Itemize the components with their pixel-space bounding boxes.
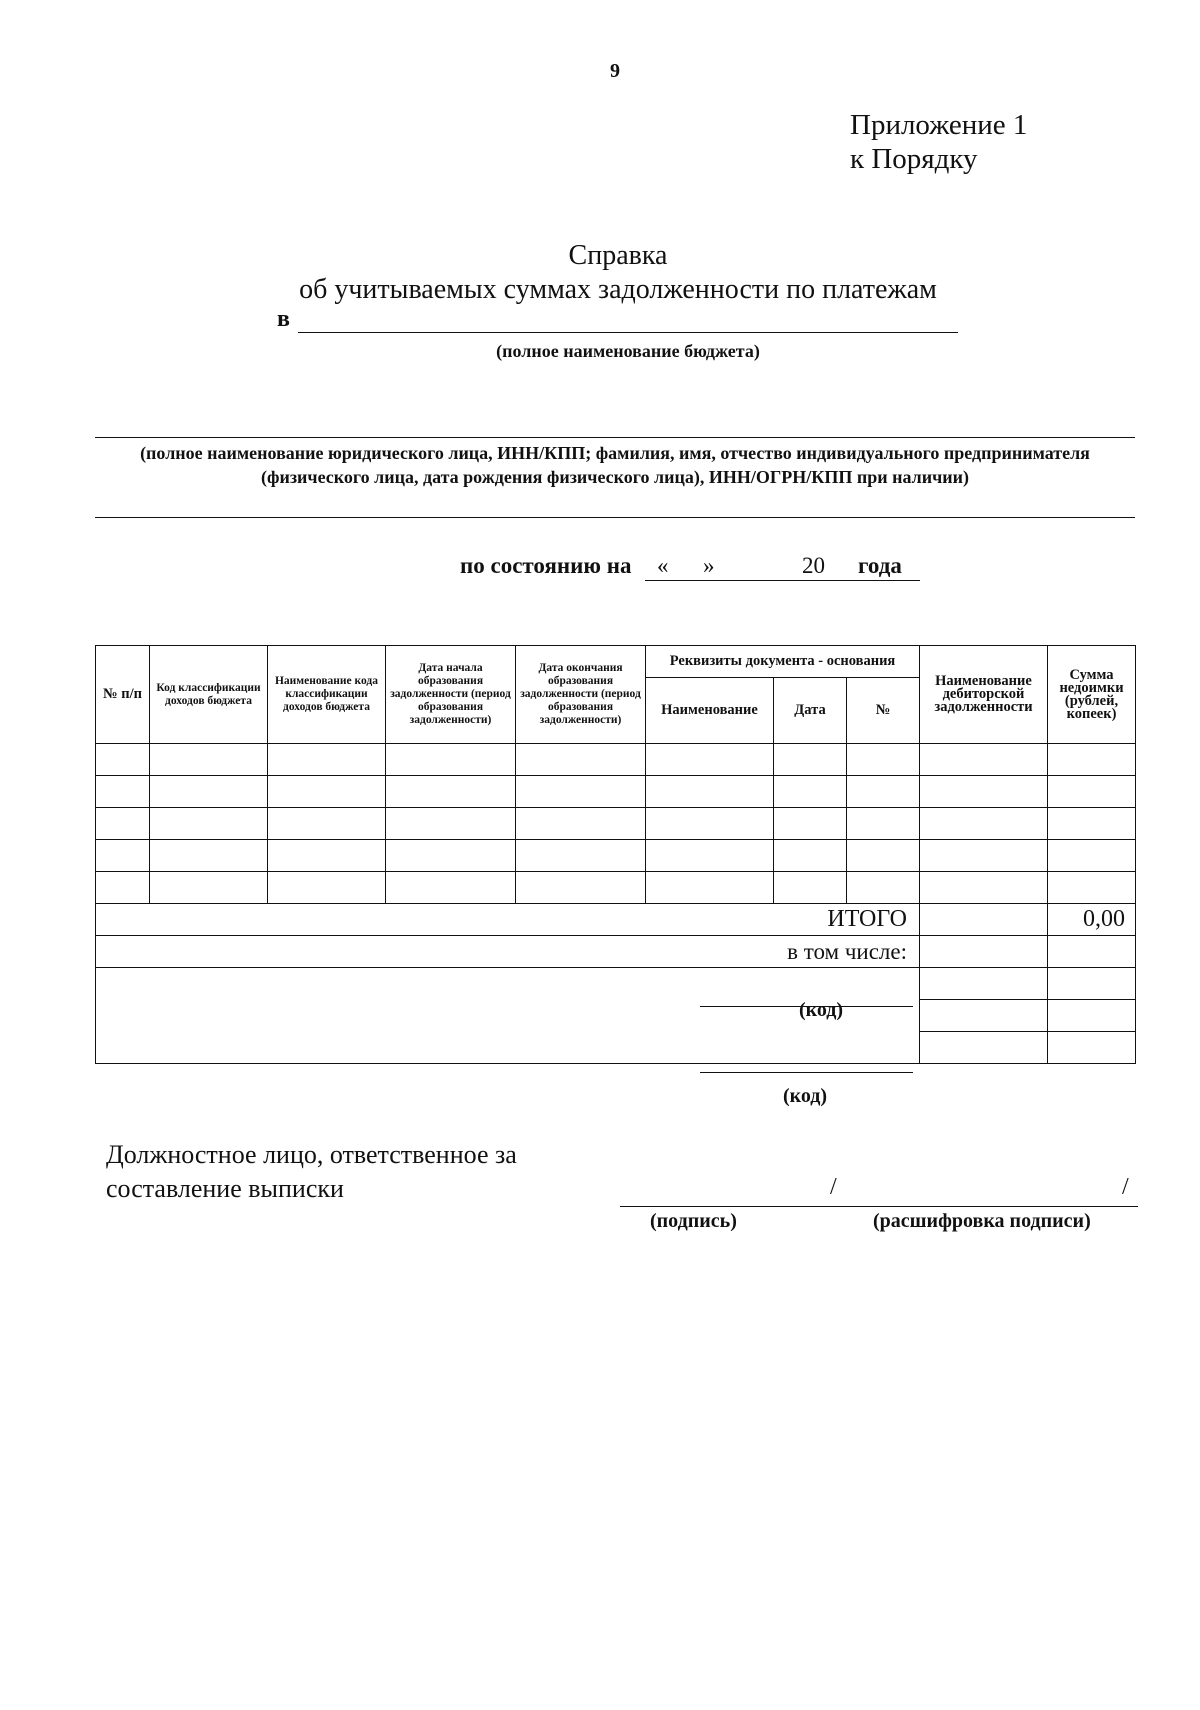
table-cell[interactable] (386, 872, 516, 904)
table-cell[interactable] (386, 776, 516, 808)
table-cell[interactable] (646, 808, 774, 840)
date-open-quote: « (657, 553, 669, 578)
total-amount: 0,00 (1048, 904, 1136, 936)
table-cell[interactable] (920, 872, 1048, 904)
debt-table (95, 645, 1136, 1064)
table-row (96, 744, 1136, 776)
table-cell[interactable] (646, 776, 774, 808)
table-cell[interactable] (1048, 776, 1136, 808)
header-end-date: Дата окончания образования задолженности (период образования задолженности) (516, 646, 646, 744)
code-row-1[interactable] (96, 968, 920, 1000)
entity-name-line[interactable] (95, 437, 1135, 438)
total-debt-cell[interactable] (920, 904, 1048, 936)
code-debt-cell-1[interactable] (920, 968, 1048, 1000)
entity-second-line[interactable] (95, 517, 1135, 518)
header-doc-group: Реквизиты документа - основания (646, 646, 920, 678)
including-label: в том числе: (96, 936, 920, 968)
table-row (96, 840, 1136, 872)
signature-line[interactable] (620, 1206, 1138, 1207)
document-title: Справка (568, 240, 668, 271)
table-cell[interactable] (1048, 872, 1136, 904)
budget-caption: (полное наименование бюджета) (496, 341, 760, 361)
table-cell[interactable] (150, 872, 268, 904)
code-row-2 (96, 1000, 920, 1064)
table-cell[interactable] (150, 744, 268, 776)
code-caption-2: (код) (782, 1085, 828, 1107)
official-line-2: составление выписки (106, 1174, 344, 1203)
code-amount-cell-3[interactable] (1048, 1032, 1136, 1064)
table-row (96, 808, 1136, 840)
table-cell[interactable] (774, 808, 847, 840)
table-cell[interactable] (386, 840, 516, 872)
entity-caption-line-2: (физического лица, дата рождения физического лица), ИНН/ОГРН/КПП при наличии) (261, 467, 969, 487)
table-cell[interactable] (386, 808, 516, 840)
date-year-prefix: 20 (802, 553, 825, 578)
table-cell[interactable] (847, 744, 920, 776)
header-debt-name: Наименование дебиторской задолженности (920, 646, 1048, 744)
table-cell[interactable] (96, 808, 150, 840)
table-cell[interactable] (920, 744, 1048, 776)
appendix-line-2: к Порядку (850, 143, 978, 175)
table-cell[interactable] (268, 744, 386, 776)
table-cell[interactable] (1048, 808, 1136, 840)
budget-prefix: в (277, 306, 290, 332)
table-cell[interactable] (96, 744, 150, 776)
signature-caption: (подпись) (650, 1210, 737, 1232)
table-cell[interactable] (386, 744, 516, 776)
as-of-date-line[interactable] (645, 580, 920, 581)
table-cell[interactable] (96, 776, 150, 808)
table-cell[interactable] (646, 840, 774, 872)
table-cell[interactable] (150, 808, 268, 840)
table-row (96, 872, 1136, 904)
table-cell[interactable] (1048, 744, 1136, 776)
table-cell[interactable] (847, 776, 920, 808)
page-number: 9 (610, 60, 620, 82)
header-code-name: Наименование кода классификации доходов бюджета (268, 646, 386, 744)
header-doc-name: Наименование (646, 678, 774, 744)
official-label (106, 1138, 517, 1206)
table-cell[interactable] (774, 744, 847, 776)
table-cell[interactable] (774, 776, 847, 808)
header-doc-date: Дата (774, 678, 847, 744)
table-cell[interactable] (268, 776, 386, 808)
header-code: Код классификации доходов бюджета (150, 646, 268, 744)
header-doc-no: № (847, 678, 920, 744)
code-caption-1: (код) (798, 998, 844, 1021)
signature-slash-2: / (1122, 1174, 1129, 1200)
date-year-word: года (858, 553, 902, 578)
including-amount-cell[interactable] (1048, 936, 1136, 968)
code-debt-cell-2[interactable] (920, 1000, 1048, 1032)
signature-slash-1: / (830, 1174, 837, 1200)
total-label: ИТОГО (96, 904, 920, 936)
budget-name-line[interactable] (298, 332, 958, 333)
date-close-quote: » (703, 553, 715, 578)
table-cell[interactable] (516, 776, 646, 808)
table-cell[interactable] (920, 840, 1048, 872)
table-cell[interactable] (516, 840, 646, 872)
table-cell[interactable] (920, 808, 1048, 840)
table-cell[interactable] (516, 744, 646, 776)
code-amount-cell-1[interactable] (1048, 968, 1136, 1000)
appendix-line-1: Приложение 1 (850, 109, 1028, 141)
appendix-heading (850, 108, 1027, 176)
table-cell[interactable] (150, 840, 268, 872)
table-cell[interactable] (268, 872, 386, 904)
table-cell[interactable] (516, 808, 646, 840)
table-row (96, 776, 1136, 808)
header-amount: Сумма недоимки (рублей, копеек) (1048, 646, 1136, 744)
table-cell[interactable] (268, 808, 386, 840)
entity-caption-line-1: (полное наименование юридического лица, ИНН/КПП; фамилия, имя, отчество индивидуального предпринимателя (140, 443, 1090, 463)
table-cell[interactable] (847, 872, 920, 904)
official-line-1: Должностное лицо, ответственное за (106, 1140, 517, 1169)
table-cell[interactable] (516, 872, 646, 904)
code-field-line-1[interactable] (700, 1006, 913, 1007)
code-debt-cell-3[interactable] (920, 1032, 1048, 1064)
table-cell[interactable] (96, 872, 150, 904)
as-of-label: по состоянию на (460, 553, 632, 578)
table-cell[interactable] (268, 840, 386, 872)
table-cell[interactable] (847, 808, 920, 840)
table-cell[interactable] (774, 872, 847, 904)
table-cell[interactable] (646, 744, 774, 776)
table-cell[interactable] (847, 840, 920, 872)
table-cell[interactable] (774, 840, 847, 872)
document-subtitle: об учитываемых суммах задолженности по платежам (299, 274, 937, 305)
code-field-line-2[interactable] (700, 1072, 913, 1073)
code-amount-cell-2[interactable] (1048, 1000, 1136, 1032)
header-start-date: Дата начала образования задолженности (период образования задолженности) (386, 646, 516, 744)
table-cell[interactable] (646, 872, 774, 904)
table-cell[interactable] (96, 840, 150, 872)
table-cell[interactable] (150, 776, 268, 808)
signature-decode-caption: (расшифровка подписи) (873, 1210, 1091, 1232)
table-cell[interactable] (1048, 840, 1136, 872)
header-num: № п/п (96, 646, 150, 744)
table-cell[interactable] (920, 776, 1048, 808)
including-debt-cell[interactable] (920, 936, 1048, 968)
